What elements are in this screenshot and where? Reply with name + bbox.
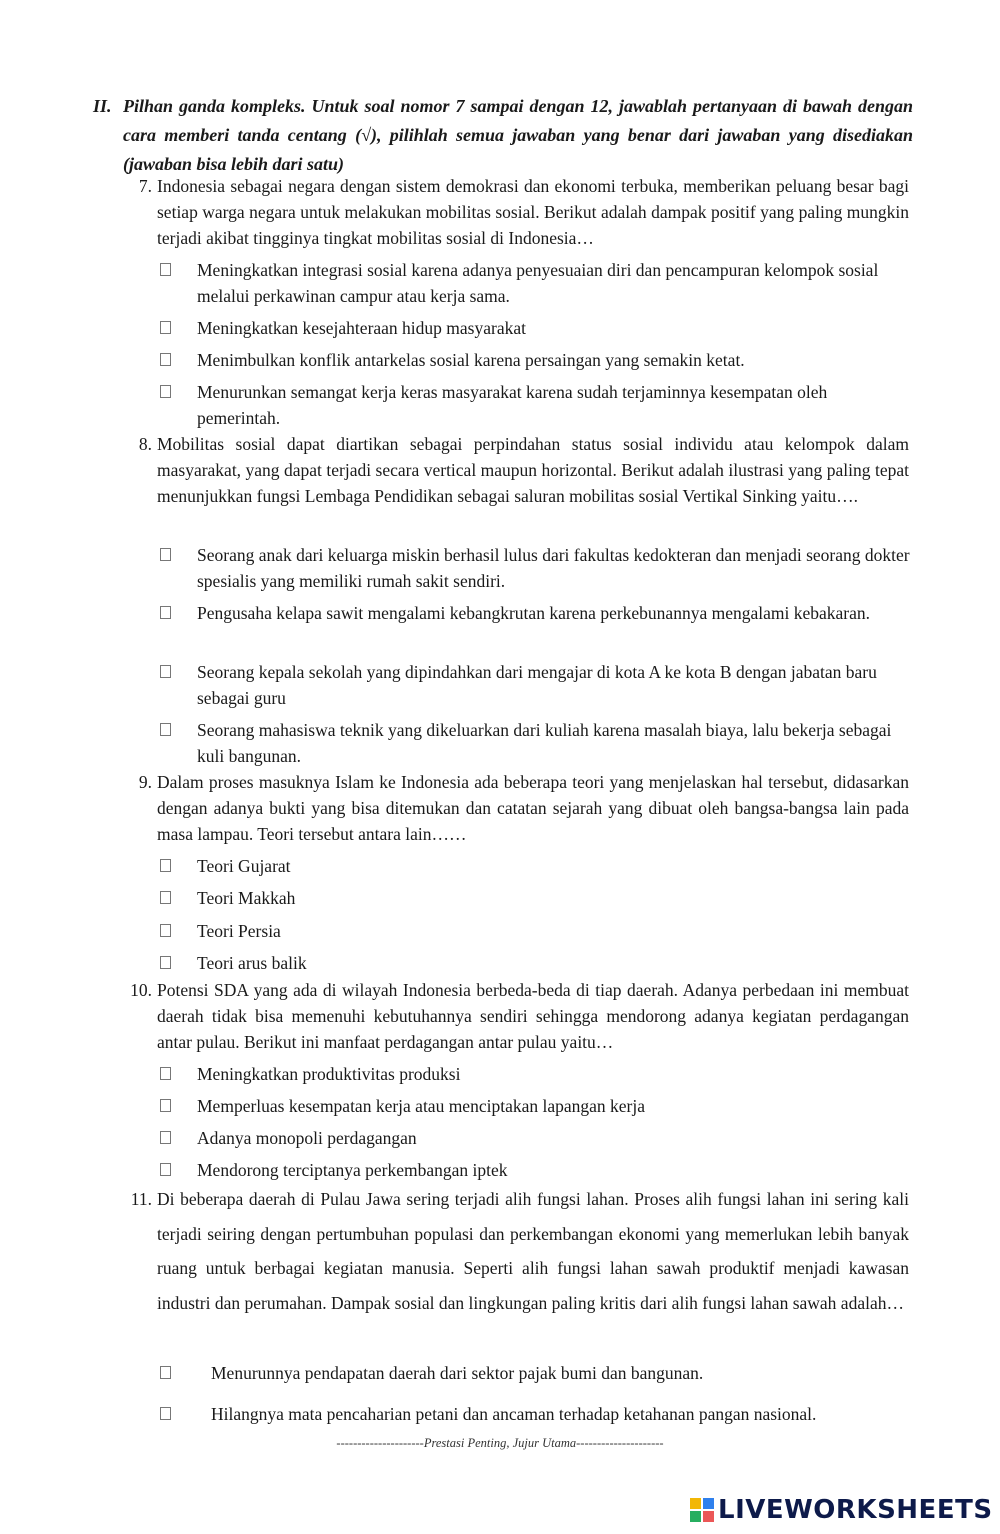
answer-checkbox[interactable] xyxy=(160,1407,171,1420)
answer-checkbox[interactable] xyxy=(160,321,171,334)
question-number: 8. xyxy=(138,434,152,454)
option-label: Teori arus balik xyxy=(197,953,307,973)
logo-tile xyxy=(703,1511,714,1522)
answer-option xyxy=(158,950,910,976)
answer-checkbox[interactable] xyxy=(160,1131,171,1144)
question-number: 11. xyxy=(130,1189,152,1209)
option-label: Teori Makkah xyxy=(197,888,296,908)
logo-tile xyxy=(703,1498,714,1509)
answer-checkbox[interactable] xyxy=(160,353,171,366)
section-instructions: Pilhan ganda kompleks. Untuk soal nomor 7 sampai dengan 12, jawablah pertanyaan di bawah dengan cara memberi tanda centang (√), pilihlah semua jawaban yang benar dari jawaban yang disediakan (jawaban bisa lebih dari satu) xyxy=(123,96,913,174)
option-label: Teori Gujarat xyxy=(197,856,291,876)
answer-checkbox[interactable] xyxy=(160,263,171,276)
option-label: Meningkatkan integrasi sosial karena adanya penyesuaian diri dan pencampuran kelompok sosial melalui perkawinan campur atau kerja sama. xyxy=(197,260,879,306)
answer-checkbox[interactable] xyxy=(160,859,171,872)
question-text: Indonesia sebagai negara dengan sistem demokrasi dan ekonomi terbuka, memberikan peluang besar bagi setiap warga negara untuk melakukan mobilitas sosial. Berikut adalah dampak positif yang paling mungkin terjadi akibat tingginya tingkat mobilitas sosial di Indonesia… xyxy=(157,176,909,248)
option-label: Adanya monopoli perdagangan xyxy=(197,1128,417,1148)
answer-checkbox[interactable] xyxy=(160,385,171,398)
option-label: Memperluas kesempatan kerja atau menciptakan lapangan kerja xyxy=(197,1096,645,1116)
option-label: Seorang mahasiswa teknik yang dikeluarkan dari kuliah karena masalah biaya, lalu bekerja sebagai kuli bangunan. xyxy=(197,720,892,766)
option-label: Menimbulkan konflik antarkelas sosial karena persaingan yang semakin ketat. xyxy=(197,350,745,370)
footer-motto: ---------------------Prestasi Penting, Jujur Utama--------------------- xyxy=(336,1436,664,1450)
logo-tiles-icon xyxy=(690,1498,714,1522)
option-label: Pengusaha kelapa sawit mengalami kebangkrutan karena perkebunannya mengalami kebakaran. xyxy=(197,603,870,623)
option-label: Seorang kepala sekolah yang dipindahkan dari mengajar di kota A ke kota B dengan jabatan baru sebagai guru xyxy=(197,662,877,708)
option-label: Teori Persia xyxy=(197,921,281,941)
question-number: 7. xyxy=(138,176,152,196)
section-number: II. xyxy=(93,96,112,116)
answer-checkbox[interactable] xyxy=(160,665,171,678)
answer-option xyxy=(158,717,910,769)
answer-checkbox[interactable] xyxy=(160,956,171,969)
answer-checkbox[interactable] xyxy=(160,1067,171,1080)
answer-checkbox[interactable] xyxy=(160,924,171,937)
answer-option xyxy=(158,1401,910,1427)
answer-checkbox[interactable] xyxy=(160,606,171,619)
option-label: Meningkatkan produktivitas produksi xyxy=(197,1064,461,1084)
answer-option xyxy=(158,600,910,626)
answer-option xyxy=(158,659,910,711)
option-label: Hilangnya mata pencaharian petani dan ancaman terhadap ketahanan pangan nasional. xyxy=(211,1404,817,1424)
answer-option xyxy=(158,315,910,341)
question-8 xyxy=(122,431,909,509)
answer-option xyxy=(158,379,910,431)
answer-option xyxy=(158,1360,910,1386)
answer-checkbox[interactable] xyxy=(160,891,171,904)
answer-option xyxy=(158,918,910,944)
answer-option xyxy=(158,347,910,373)
question-10 xyxy=(122,977,909,1055)
option-label: Menurunnya pendapatan daerah dari sektor pajak bumi dan bangunan. xyxy=(211,1363,704,1383)
answer-checkbox[interactable] xyxy=(160,1099,171,1112)
question-text: Mobilitas sosial dapat diartikan sebagai perpindahan status sosial individu atau kelompok dalam masyarakat, yang dapat terjadi secara vertical maupun horizontal. Berikut adalah ilustrasi yang paling tepat menunjukkan fungsi Lembaga Pendidikan sebagai saluran mobilitas sosial Vertikal Sinking yaitu…. xyxy=(157,434,909,506)
question-text: Dalam proses masuknya Islam ke Indonesia ada beberapa teori yang menjelaskan hal tersebut, didasarkan dengan adanya bukti yang bisa ditemukan dan catatan sejarah yang dibuat oleh bangsa-bangsa lain pada masa lampau. Teori tersebut antara lain…… xyxy=(157,772,909,844)
liveworksheets-logo[interactable] xyxy=(690,1494,993,1526)
question-text: Potensi SDA yang ada di wilayah Indonesia berbeda-beda di tiap daerah. Adanya perbedaan ini membuat daerah tidak bisa memenuhi kebutuhannya sendiri sehingga mendorong adanya kegiatan perdagangan antar pulau. Berikut ini manfaat perdagangan antar pulau yaitu… xyxy=(157,980,909,1052)
answer-option xyxy=(158,1157,910,1183)
question-number: 10. xyxy=(130,980,152,1000)
option-label: Mendorong terciptanya perkembangan iptek xyxy=(197,1160,508,1180)
question-11 xyxy=(122,1182,909,1320)
question-9 xyxy=(122,769,909,847)
answer-checkbox[interactable] xyxy=(160,1163,171,1176)
answer-checkbox[interactable] xyxy=(160,1366,171,1379)
answer-option xyxy=(158,1093,910,1119)
answer-option xyxy=(158,885,910,911)
logo-tile xyxy=(690,1511,701,1522)
question-7 xyxy=(122,173,909,251)
option-label: Seorang anak dari keluarga miskin berhasil lulus dari fakultas kedokteran dan menjadi seorang dokter spesialis yang memiliki rumah sakit sendiri. xyxy=(197,545,910,591)
answer-option xyxy=(158,853,910,879)
question-text: Di beberapa daerah di Pulau Jawa sering terjadi alih fungsi lahan. Proses alih fungsi lahan ini sering kali terjadi seiring dengan pertumbuhan populasi dan perkembangan ekonomi yang memerlukan lebih banyak ruang untuk berbagai kegiatan manusia. Seperti alih fungsi lahan sawah produktif menjadi kawasan industri dan perumahan. Dampak sosial dan lingkungan paling kritis dari alih fungsi lahan sawah adalah… xyxy=(157,1189,909,1313)
answer-option xyxy=(158,542,910,594)
logo-tile xyxy=(690,1498,701,1509)
answer-checkbox[interactable] xyxy=(160,723,171,736)
question-number: 9. xyxy=(138,772,152,792)
brand-name: LIVEWORKSHEETS xyxy=(718,1495,993,1525)
answer-option xyxy=(158,257,910,309)
option-label: Meningkatkan kesejahteraan hidup masyarakat xyxy=(197,318,526,338)
answer-option xyxy=(158,1061,910,1087)
answer-option xyxy=(158,1125,910,1151)
answer-checkbox[interactable] xyxy=(160,548,171,561)
section-heading xyxy=(93,92,913,179)
option-label: Menurunkan semangat kerja keras masyarakat karena sudah terjaminnya kesempatan oleh pemerintah. xyxy=(197,382,828,428)
